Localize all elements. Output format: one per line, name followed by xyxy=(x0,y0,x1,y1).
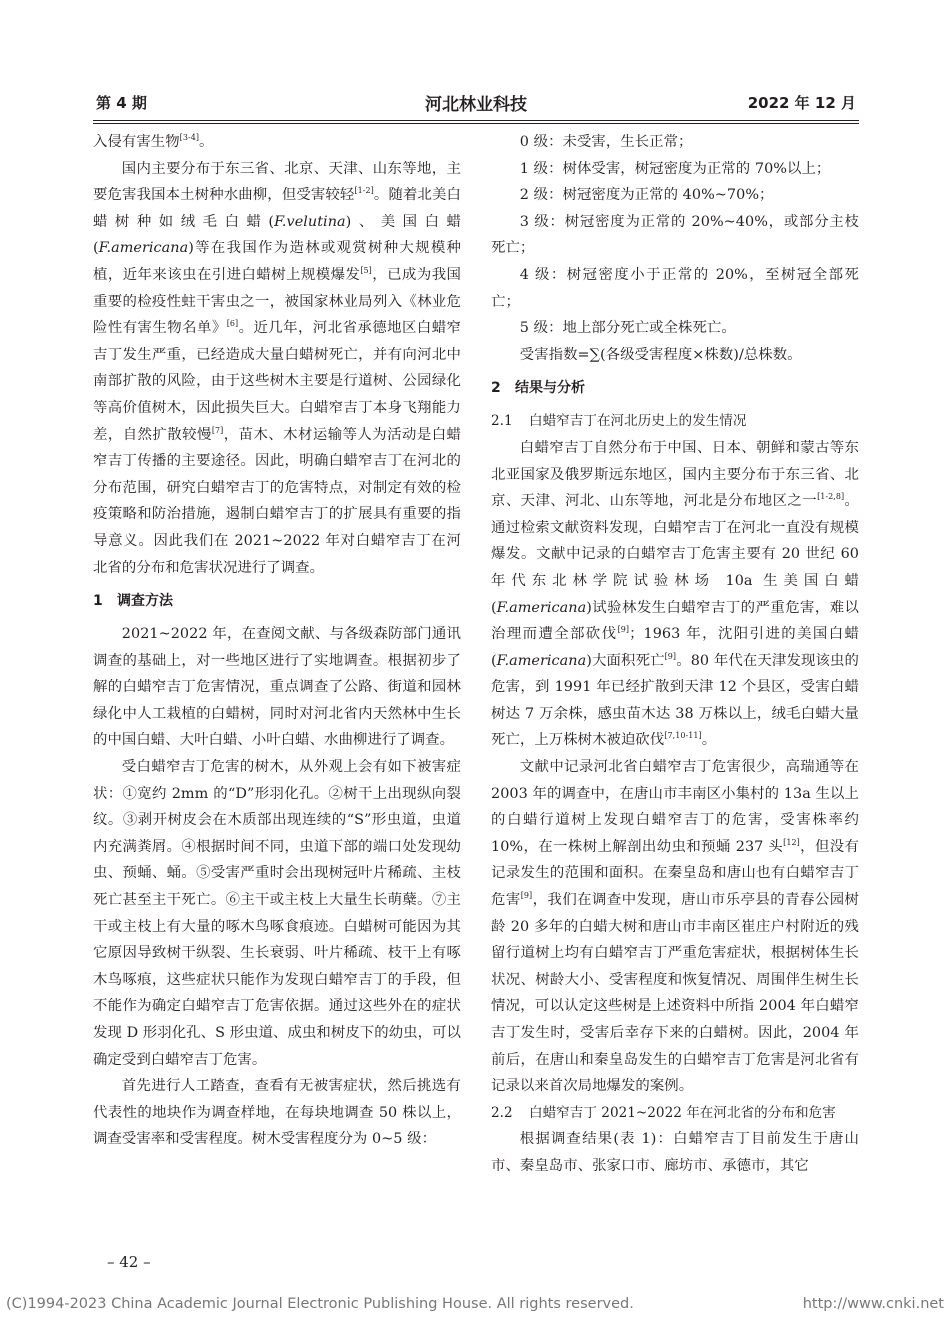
issue-date: 2022 年 12 月 xyxy=(747,94,856,112)
citation: [6] xyxy=(226,319,239,329)
left-column xyxy=(93,129,461,1153)
grade-4: 4 级：树冠密度小于正常的 20%，至树冠全部死亡； xyxy=(491,266,859,310)
header-rule-thick xyxy=(93,120,859,121)
citation: [3-4] xyxy=(179,133,200,142)
citation: [9] xyxy=(617,625,630,635)
copyright-text: (C)1994-2023 China Academic Journal Electronic Publishing House. All rights reserved. xyxy=(6,1296,634,1312)
species-name: F.velutina xyxy=(274,213,346,230)
section-heading-methods: 1 调查方法 xyxy=(93,593,173,610)
paragraph-grading: 首先进行人工踏查，查看有无被害症状，然后挑选有代表性的地块作为调查样地，在每块地调查 50 株以上，调查受害率和受害程度。树木受害程度分为 0~5 级： xyxy=(93,1078,461,1148)
species-name: F.americana xyxy=(496,652,587,669)
right-column xyxy=(491,129,859,1180)
citation: [9] xyxy=(520,891,533,901)
citation: [9] xyxy=(664,651,677,661)
grade-5: 5 级：地上部分死亡或全株死亡。 xyxy=(519,320,736,337)
paragraph-distribution: 国内主要分布于东三省、北京、天津、山东等地，主要危害我国本土树种水曲柳，但受害较轻[1-2]。随着北美白蜡树种如绒毛白蜡(F.velutina)、美国白蜡(F.americana)等在我国作为造林或观赏树种大规模种植，近年来该虫在引进白蜡树上规模爆发[5]，已成为我国重要的检疫性蛀干害虫之一，被国家林业局列入《林业危险性有害生物名单》[6]。近几年，河北省承德地区白蜡窄吉丁发生严重，已经造成大量白蜡树死亡，并有向河北中南部扩散的风险，由于这些树木主要是行道树、公园绿化等高价值树木，因此损失巨大。白蜡窄吉丁本身飞翔能力差，自然扩散较慢[7]，苗木、木材运输等人为活动是白蜡窄吉丁传播的主要途径。因此，明确白蜡窄吉丁在河北的分布范围，研究白蜡窄吉丁的危害特点，对制定有效的检疫策略和防治措施，遏制白蜡窄吉丁的扩展具有重要的指导意义。因此我们在 2021~2022 年对白蜡窄吉丁在河北省的分布和危害状况进行了调查。 xyxy=(93,160,461,576)
citation: [7] xyxy=(211,425,224,435)
grade-0: 0 级：未受害，生长正常； xyxy=(519,134,693,150)
paragraph-history: 白蜡窄吉丁自然分布于中国、日本、朝鲜和蒙古等东北亚国家及俄罗斯远东地区，国内主要分布于东三省、北京、天津、河北、山东等地，河北是分布地区之一[1-2,8]。通过检索文献资料发现，白蜡窄吉丁在河北一直没有规模爆发。文献中记录的白蜡窄吉丁危害主要有 20 世纪 60 年代东北林学院试验林场 10a 生美国白蜡(F.americana)试验林发生白蜡窄吉丁的严重危害，难以治理而遭全部砍伐[9]；1963 年，沈阳引进的美国白蜡(F.americana)大面积死亡[9]。80 年代在天津发现该虫的危害，到 1991 年已经扩散到天津 12 个县区，受害白蜡树达 7 万余株，感虫苗木达 38 万株以上，绒毛白蜡大量死亡，上万株树木被迫砍伐[7,10-11]。 xyxy=(491,439,859,749)
section-heading-results: 2 结果与分析 xyxy=(491,380,585,397)
header-rule-thin xyxy=(93,123,859,124)
footer-url: http://www.cnki.net xyxy=(802,1296,944,1312)
citation: [12] xyxy=(783,837,800,847)
species-name: F.americana xyxy=(98,240,189,257)
species-name: F.americana xyxy=(496,599,587,616)
subsection-heading-history: 2.1 白蜡窄吉丁在河北历史上的发生情况 xyxy=(491,413,747,430)
citation: [7,10-11] xyxy=(664,731,702,741)
grade-1: 1 级：树体受害，树冠密度为正常的 70%以上； xyxy=(519,160,831,177)
paragraph-symptoms: 受白蜡窄吉丁危害的树木，从外观上会有如下被害症状：①宽约 2mm 的“D”形羽化孔。②树干上出现纵向裂纹。③剥开树皮会在木质部出现连续的“S”形虫道，虫道内充满粪屑。④根据时间不同，虫道下部的端口处发现幼虫、预蛹、蛹。⑤受害严重时会出现树冠叶片稀疏、主枝死亡甚至主干死亡。⑥主干或主枝上大量生长萌蘖。⑦主干或主枝上有大量的啄木鸟啄食痕迹。白蜡树可能因为其它原因导致树干纵裂、生长衰弱、叶片稀疏、枝干上有啄木鸟啄痕，这些症状只能作为发现白蜡窄吉丁的手段，但不能作为确定白蜡窄吉丁危害依据。通过这些外在的症状发现 D 形羽化孔、S 形虫道、成虫和树皮下的幼虫，可以确定受到白蜡窄吉丁危害。 xyxy=(93,759,461,1068)
paragraph-results: 根据调查结果(表 1)：白蜡窄吉丁目前发生于唐山市、秦皇岛市、张家口市、廊坊市、承德市，其它 xyxy=(491,1131,859,1174)
grade-2: 2 级：树冠密度为正常的 40%~70%； xyxy=(519,187,774,204)
citation: [1-2,8] xyxy=(817,492,845,502)
paragraph-continued: 入侵有害生物[3-4]。 xyxy=(93,133,214,150)
grade-3: 3 级：树冠密度为正常的 20%~40%，或部分主枝死亡； xyxy=(491,213,859,257)
issue-number: 第 4 期 xyxy=(96,94,147,112)
paragraph-hebei-records: 文献中记录河北省白蜡窄吉丁危害很少，高瑞通等在 2003 年的调查中，在唐山市丰南区小集村的 13a 生以上的白蜡行道树上发现白蜡窄吉丁的危害，受害株率约10%，在一株树上解剖出幼虫和预蛹 237 头[12]，但没有记录发生的范围和面积。在秦皇岛和唐山也有白蜡窄吉丁危害[9]，我们在调查中发现，唐山市乐亭县的青春公园树龄 20 多年的白蜡大树和唐山市丰南区崔庄户村附近的残留行道树上均有白蜡窄吉丁严重危害症状，根据树体生长状况、树龄大小、受害程度和恢复情况、周围伴生树生长情况，可以认定这些树是上述资料中所指 2004 年白蜡窄吉丁发生时，受害后幸存下来的白蜡树。因此，2004 年前后，在唐山和秦皇岛发生的白蜡窄吉丁危害是河北省有记录以来首次局地爆发的案例。 xyxy=(491,759,859,1095)
subsection-heading-distribution: 2.2 白蜡窄吉丁 2021~2022 年在河北省的分布和危害 xyxy=(491,1104,836,1121)
citation: [1-2] xyxy=(354,186,374,196)
page-number: – 42 – xyxy=(107,1253,151,1271)
paragraph-survey: 2021~2022 年，在查阅文献、与各级森防部门通讯调查的基础上，对一些地区进行了实地调查。根据初步了解的白蜡窄吉丁危害情况，重点调查了公路、街道和园林绿化中人工栽植的白蜡树，同时对河北省内天然林中生长的中国白蜡、大叶白蜡、小叶白蜡、水曲柳进行了调查。 xyxy=(93,626,461,749)
damage-index-formula: 受害指数=∑(各级受害程度×株数)/总株数。 xyxy=(519,346,802,363)
journal-title: 河北林业科技 xyxy=(425,95,527,115)
citation: [5] xyxy=(360,265,372,275)
running-header xyxy=(96,92,856,118)
